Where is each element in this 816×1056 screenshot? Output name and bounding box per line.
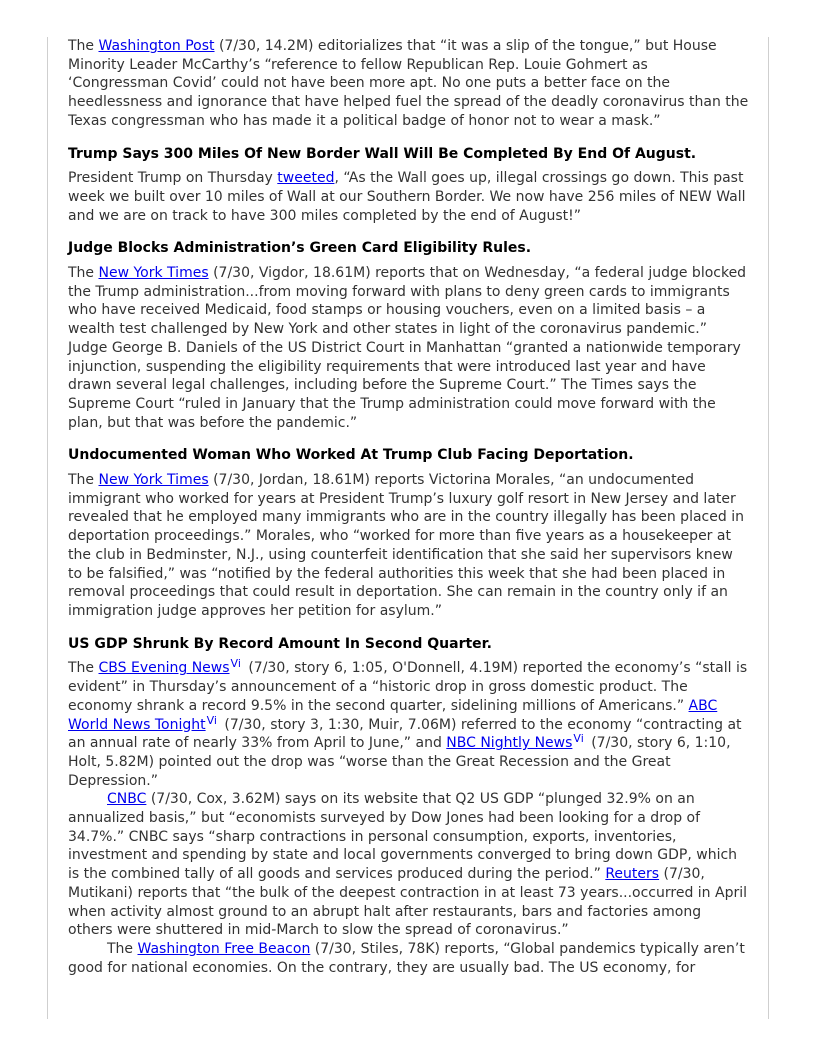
heading-green-card: Judge Blocks Administration’s Green Card Eligibility Rules. — [68, 240, 532, 257]
paragraph-green-card: The New York Times (7/30, Vigdor, 18.61M) reports that on Wednesday, “a federal judge blocked the Trump administration...from moving forward with plans to deny green cards to immigrants who have received Medicaid, food stamps or housing vouchers, even on a limited basis – a wealth test challenged by New York and other states in light of the coronavirus pandemic.” Judge George B. Daniels of the US District Court in Manhattan “granted a nationwide temporary injunction, suspending the eligibility requirements that were introduced last year and have drawn several legal challenges, including before the Supreme Court.” The Times says the Supreme Court “ruled in January that the Trump administration could move forward with the plan, but that was before the pandemic.” — [68, 265, 747, 431]
link-tweeted[interactable]: tweeted — [277, 170, 335, 187]
heading-border-wall: Trump Says 300 Miles Of New Border Wall Will Be Completed By End Of August. — [68, 145, 697, 162]
video-indicator-abc[interactable]: Vi — [206, 713, 217, 727]
link-cnbc[interactable]: CNBC — [107, 791, 147, 808]
paragraph-gdp-cnbc: CNBC (7/30, Cox, 3.62M) says on its website that Q2 US GDP “plunged 32.9% on an annualized basis,” but “economists surveyed by Dow Jones had been looking for a drop of 34.7%.” CNBC says “sharp contractions in personal consumption, exports, inventories, investment and spending by state and local governments converged to bring down GDP, which is the combined tally of all goods and services produced during the period.” Reuters (7/30, Mutikani) reports that “the bulk of the deepest contraction in at least 73 years...occurred in April when activity almost ground to an abrupt halt after restaurants, bars and factories among others were shuttered in mid-March to slow the spread of coronavirus.” — [68, 791, 747, 939]
paragraph-deportation: The New York Times (7/30, Jordan, 18.61M) reports Victorina Morales, “an undocumented immigrant who worked for years at President Trump’s luxury golf resort in New Jersey and later revealed that he employed many immigrants who are in the country illegally has been placed in deportation proceedings.” Morales, who “worked for more than five years as a housekeeper at the club in Bedminster, N.J., using counterfeit identification that she said her supervisors knew to be falsified,” was “notified by the federal authorities this week that she had been placed in removal proceedings that could result in deportation. She can remain in the country only if an immigration judge approves her petition for asylum.” — [68, 472, 744, 619]
link-abc-world-news-tonight[interactable]: ABC World News Tonight — [68, 697, 718, 733]
paragraph-border-wall: President Trump on Thursday tweeted, “As the Wall goes up, illegal crossings go down. This past week we built over 10 miles of Wall at our Southern Border. We now have 256 miles of NEW Wall and we are on track to have 300 miles completed by the end of August!” — [68, 170, 746, 224]
paragraph-gdp-free-beacon: The Washington Free Beacon (7/30, Stiles, 78K) reports, “Global pandemics typically aren’t good for national economies. On the contrary, they are usually bad. The US economy, for — [68, 940, 745, 976]
heading-gdp: US GDP Shrunk By Record Amount In Second Quarter. — [68, 635, 492, 652]
paragraph-washington-post: The Washington Post (7/30, 14.2M) editorializes that “it was a slip of the tongue,” but House Minority Leader McCarthy’s “reference to fellow Republican Rep. Louie Gohmert as ‘Congressman Covid’ could not have been more apt. No one puts a better face on the heedlessness and ignorance that have helped fuel the spread of the deadly coronavirus than the Texas congressman who has made it a political badge of honor not to wear a mask.” — [68, 38, 749, 129]
link-nbc-nightly-news[interactable]: NBC Nightly News — [446, 735, 573, 752]
link-cbs-evening-news[interactable]: CBS Evening News — [98, 660, 230, 677]
right-margin-rule — [768, 37, 769, 1019]
heading-deportation: Undocumented Woman Who Worked At Trump Club Facing Deportation. — [68, 447, 634, 464]
left-margin-rule — [47, 37, 48, 1019]
video-indicator-nbc[interactable]: Vi — [573, 732, 584, 746]
link-new-york-times-1[interactable]: New York Times — [98, 265, 209, 282]
link-new-york-times-2[interactable]: New York Times — [98, 472, 209, 489]
link-washington-post[interactable]: Washington Post — [98, 38, 215, 54]
document-body — [68, 37, 750, 977]
link-washington-free-beacon[interactable]: Washington Free Beacon — [137, 940, 311, 957]
paragraph-gdp-broadcast: The CBS Evening News$^{Vi}$ (7/30, story 6, 1:05, O'Donnell, 4.19M) reported the economy’s “stall is evident” in Thursday’s announcement of a “historic drop in gross domestic product. The economy shrank a record 9.5% in the second quarter, sidelining millions of Americans.” ABC World News Tonight$^{Vi}$ (7/30, story 3, 1:30, Muir, 7.06M) referred to the economy “contracting at an annual rate of nearly 33% from April to June,” and NBC Nightly News$^{Vi}$ (7/30, story 6, 1:10, Holt, 5.82M) pointed out the drop was “worse than the Great Recession and the Great Depression.” — [68, 657, 748, 789]
link-reuters[interactable]: Reuters — [605, 866, 660, 883]
video-indicator-cbs[interactable]: Vi — [230, 657, 241, 671]
